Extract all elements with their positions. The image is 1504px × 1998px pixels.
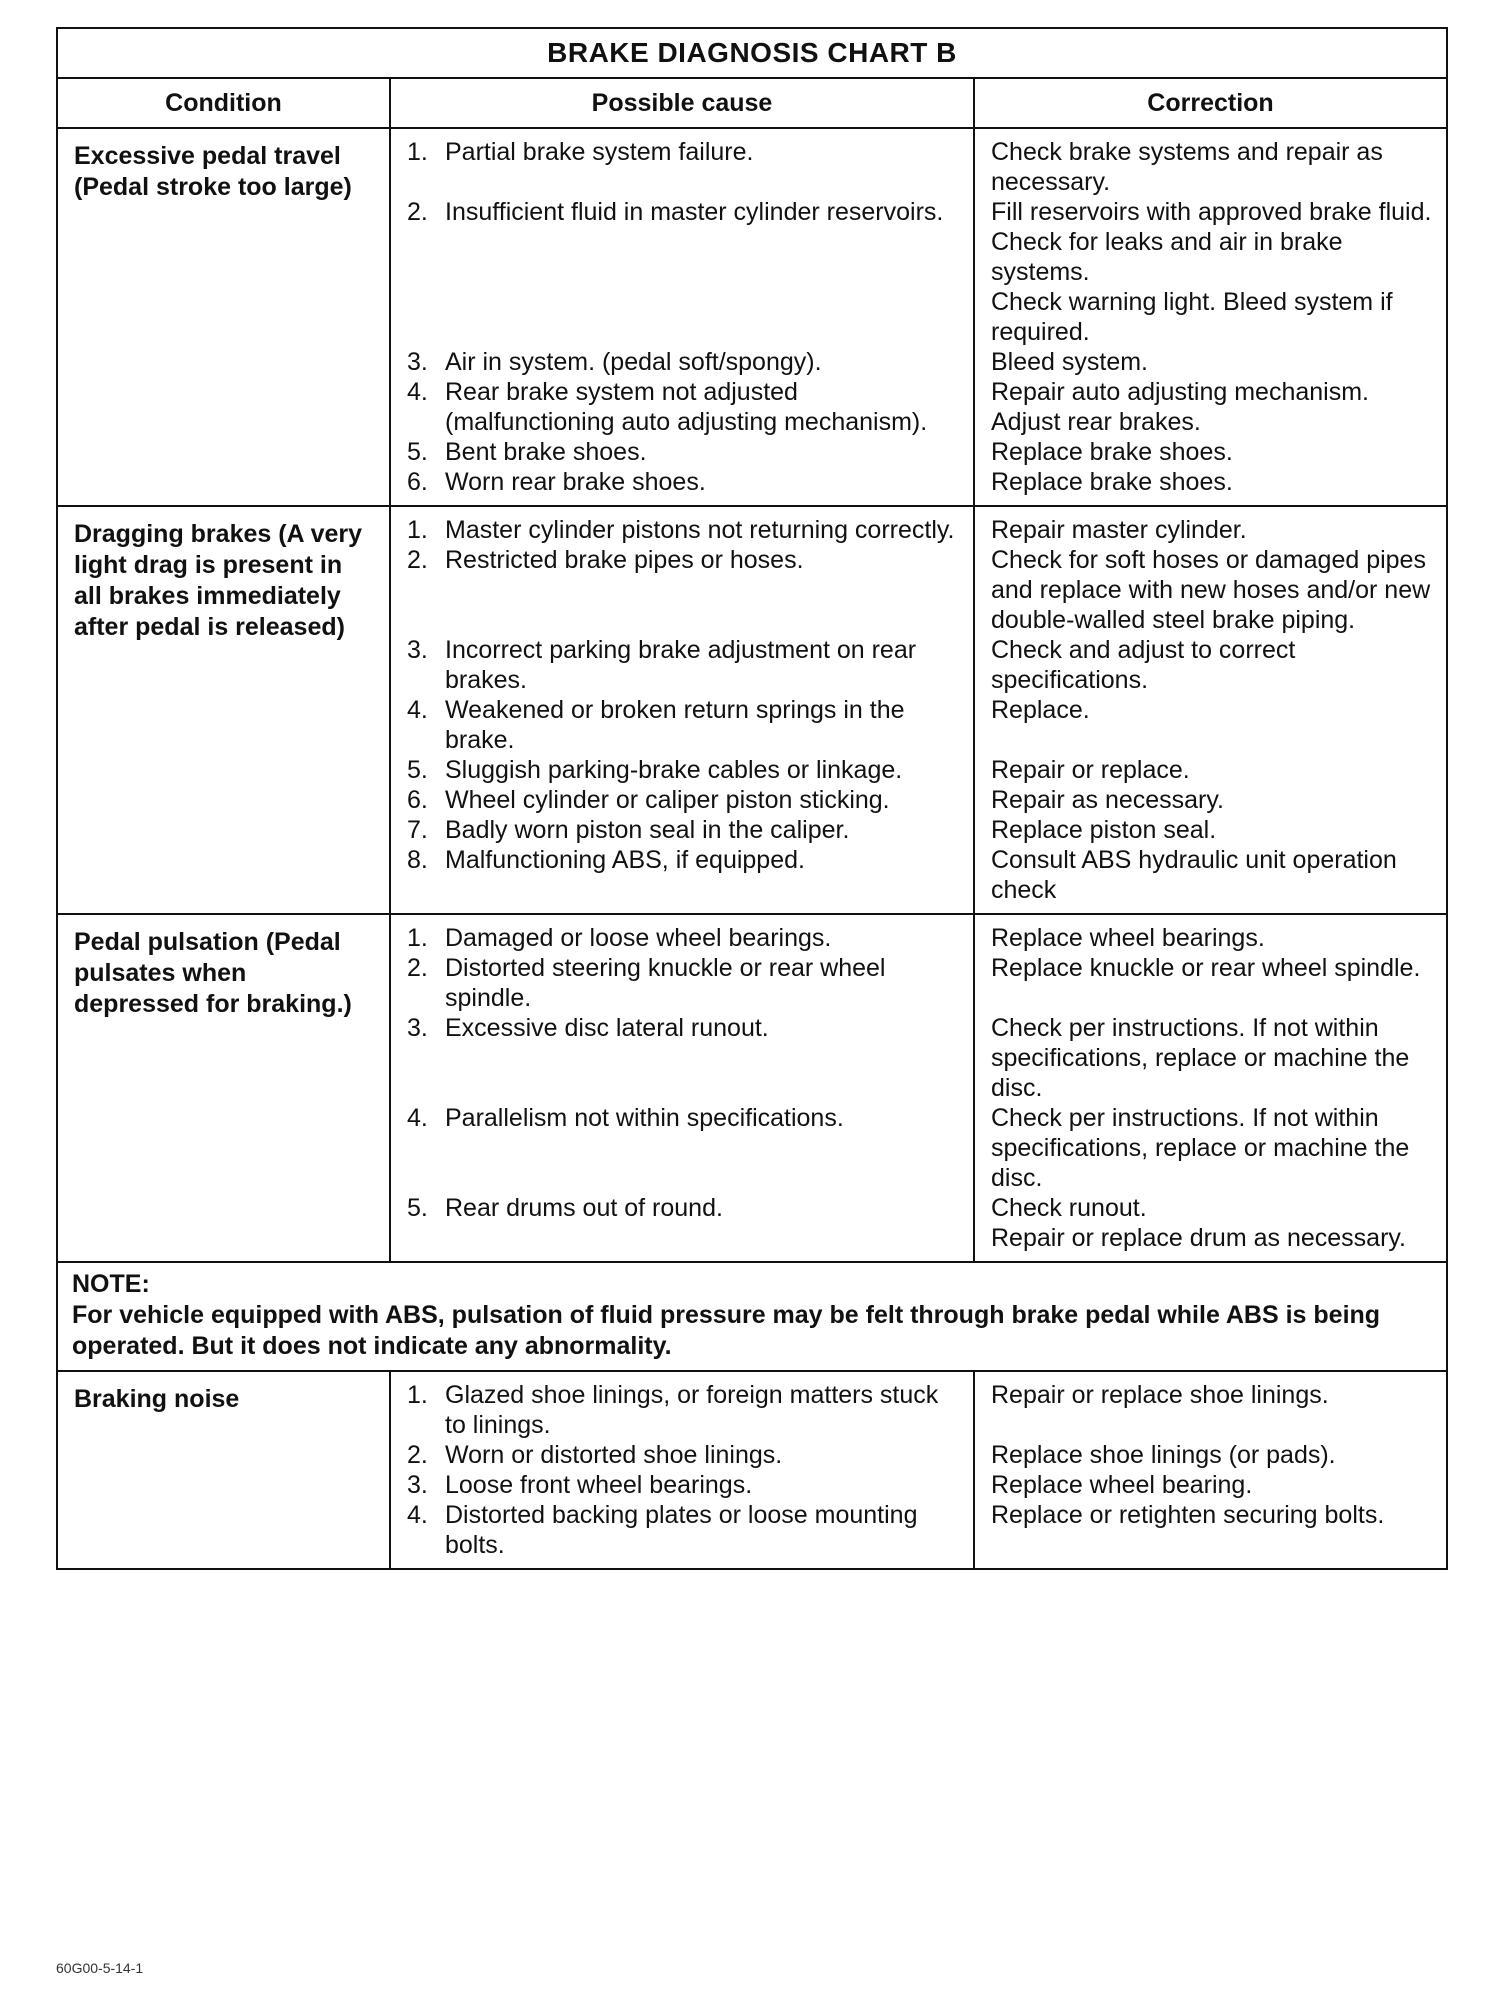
cause-item <box>407 755 959 785</box>
cause-item <box>407 845 959 905</box>
document-code: 60G00-5-14-1 <box>56 1960 144 1976</box>
condition-cell: Braking noise <box>74 1385 240 1413</box>
cause-number: 2. <box>407 1441 428 1469</box>
correction-cell <box>973 915 1446 1261</box>
correction-item <box>991 1193 1432 1253</box>
cause-text: Restricted brake pipes or hoses. <box>445 546 804 574</box>
column-header-row <box>58 79 1446 129</box>
condition-cell: Excessive pedal travel (Pedal stroke too large) <box>74 142 352 201</box>
cause-number: 2. <box>407 954 428 982</box>
correction-item <box>991 1380 1432 1440</box>
cause-item <box>407 377 959 437</box>
correction-item <box>991 197 1432 347</box>
cause-item <box>407 437 959 467</box>
cause-text: Distorted steering knuckle or rear wheel spindle. <box>445 954 886 1012</box>
cause-number: 1. <box>407 924 428 952</box>
correction-text: Replace shoe linings (or pads). <box>991 1441 1336 1469</box>
cause-item <box>407 1380 959 1440</box>
cause-text: Weakened or broken return springs in the brake. <box>445 696 905 754</box>
correction-item <box>991 377 1432 437</box>
cause-text: Excessive disc lateral runout. <box>445 1014 769 1042</box>
condition-group <box>58 1372 1446 1568</box>
correction-item <box>991 1500 1432 1560</box>
cause-item <box>407 1103 959 1193</box>
cause-item <box>407 815 959 845</box>
correction-text: Repair or replace. <box>991 756 1190 784</box>
correction-text: Check for soft hoses or damaged pipes and replace with new hoses and/or new double-walled steel brake piping. <box>991 546 1431 634</box>
cause-number: 4. <box>407 378 428 406</box>
correction-item <box>991 347 1432 377</box>
cause-number: 3. <box>407 636 428 664</box>
correction-text: Check and adjust to correct specifications. <box>991 636 1296 694</box>
cause-number: 1. <box>407 138 428 166</box>
cause-number: 5. <box>407 1194 428 1222</box>
brake-diagnosis-chart <box>56 27 1448 1570</box>
correction-cell <box>973 507 1446 913</box>
cause-text: Rear brake system not adjusted (malfunctioning auto adjusting mechanism). <box>445 378 928 436</box>
cause-item <box>407 1013 959 1103</box>
correction-text: Replace wheel bearings. <box>991 924 1265 952</box>
correction-item <box>991 515 1432 545</box>
correction-text: Repair or replace shoe linings. <box>991 1381 1329 1409</box>
cause-number: 5. <box>407 756 428 784</box>
correction-text: Replace wheel bearing. <box>991 1471 1253 1499</box>
correction-text: Replace brake shoes. <box>991 438 1233 466</box>
cause-item <box>407 635 959 695</box>
cause-number: 1. <box>407 516 428 544</box>
correction-text: Fill reservoirs with approved brake fluid. Check for leaks and air in brake systems. Check warning light. Bleed system if required. <box>991 198 1432 346</box>
cause-number: 1. <box>407 1381 428 1409</box>
correction-item <box>991 1103 1432 1193</box>
cause-text: Malfunctioning ABS, if equipped. <box>445 846 805 874</box>
cause-item <box>407 1440 959 1470</box>
cause-item <box>407 347 959 377</box>
cause-item <box>407 923 959 953</box>
cause-item <box>407 953 959 1013</box>
cause-text: Distorted backing plates or loose mounting bolts. <box>445 1501 918 1559</box>
correction-item <box>991 755 1432 785</box>
correction-text: Repair auto adjusting mechanism. Adjust rear brakes. <box>991 378 1369 436</box>
correction-cell <box>973 129 1446 505</box>
possible-cause-cell <box>389 129 973 505</box>
cause-item <box>407 545 959 635</box>
cause-text: Parallelism not within specifications. <box>445 1104 844 1132</box>
cause-number: 2. <box>407 546 428 574</box>
cause-number: 3. <box>407 1014 428 1042</box>
cause-item <box>407 695 959 755</box>
cause-number: 2. <box>407 198 428 226</box>
cause-text: Worn rear brake shoes. <box>445 468 706 496</box>
condition-cell: Pedal pulsation (Pedal pulsates when depressed for braking.) <box>74 928 352 1018</box>
cause-text: Wheel cylinder or caliper piston sticking. <box>445 786 890 814</box>
correction-item <box>991 545 1432 635</box>
correction-item <box>991 815 1432 845</box>
correction-text: Bleed system. <box>991 348 1149 376</box>
cause-number: 4. <box>407 696 428 724</box>
cause-text: Damaged or loose wheel bearings. <box>445 924 832 952</box>
correction-text: Check brake systems and repair as necessary. <box>991 138 1383 196</box>
correction-item <box>991 695 1432 755</box>
cause-text: Loose front wheel bearings. <box>445 1471 753 1499</box>
correction-text: Replace piston seal. <box>991 816 1217 844</box>
correction-text: Consult ABS hydraulic unit operation check <box>991 846 1397 904</box>
column-header-correction: Correction <box>973 79 1446 127</box>
possible-cause-cell <box>389 1372 973 1568</box>
correction-item <box>991 1440 1432 1470</box>
cause-number: 3. <box>407 1471 428 1499</box>
condition-cell: Dragging brakes (A very light drag is present in all brakes immediately after pedal is released) <box>74 520 363 641</box>
correction-text: Repair as necessary. <box>991 786 1224 814</box>
correction-item <box>991 467 1432 497</box>
possible-cause-cell <box>389 915 973 1261</box>
cause-item <box>407 1470 959 1500</box>
cause-number: 5. <box>407 438 428 466</box>
cause-number: 7. <box>407 816 428 844</box>
correction-item <box>991 845 1432 905</box>
correction-item <box>991 953 1432 1013</box>
cause-text: Master cylinder pistons not returning correctly. <box>445 516 955 544</box>
cause-number: 4. <box>407 1104 428 1132</box>
condition-group <box>58 915 1446 1263</box>
correction-text: Replace. <box>991 696 1090 724</box>
correction-item <box>991 785 1432 815</box>
cause-text: Worn or distorted shoe linings. <box>445 1441 783 1469</box>
cause-number: 4. <box>407 1501 428 1529</box>
possible-cause-cell <box>389 507 973 913</box>
cause-item <box>407 1193 959 1253</box>
column-header-possible-cause: Possible cause <box>389 79 973 127</box>
cause-number: 6. <box>407 786 428 814</box>
correction-item <box>991 923 1432 953</box>
correction-text: Check per instructions. If not within specifications, replace or machine the disc. <box>991 1014 1410 1102</box>
cause-number: 3. <box>407 348 428 376</box>
correction-item <box>991 1013 1432 1103</box>
cause-item <box>407 197 959 347</box>
correction-item <box>991 437 1432 467</box>
cause-text: Bent brake shoes. <box>445 438 647 466</box>
column-header-condition: Condition <box>165 89 282 117</box>
cause-item <box>407 515 959 545</box>
note-text: For vehicle equipped with ABS, pulsation of fluid pressure may be felt through brake pedal while ABS is being operated. But it does not indicate any abnormality. <box>72 1301 1381 1360</box>
correction-text: Replace or retighten securing bolts. <box>991 1501 1385 1529</box>
note-label: NOTE: <box>72 1270 150 1298</box>
correction-text: Check runout. Repair or replace drum as necessary. <box>991 1194 1406 1252</box>
cause-text: Insufficient fluid in master cylinder reservoirs. <box>445 198 944 226</box>
cause-text: Partial brake system failure. <box>445 138 754 166</box>
cause-number: 8. <box>407 846 428 874</box>
correction-item <box>991 137 1432 197</box>
cause-text: Glazed shoe linings, or foreign matters stuck to linings. <box>445 1381 939 1439</box>
correction-item <box>991 1470 1432 1500</box>
condition-group <box>58 507 1446 915</box>
correction-text: Check per instructions. If not within specifications, replace or machine the disc. <box>991 1104 1410 1192</box>
chart-title: BRAKE DIAGNOSIS CHART B <box>58 29 1446 79</box>
cause-item <box>407 1500 959 1560</box>
chart-body <box>58 129 1446 1568</box>
cause-item <box>407 785 959 815</box>
cause-item <box>407 467 959 497</box>
correction-cell <box>973 1372 1446 1568</box>
cause-text: Incorrect parking brake adjustment on rear brakes. <box>445 636 917 694</box>
correction-item <box>991 635 1432 695</box>
cause-text: Badly worn piston seal in the caliper. <box>445 816 850 844</box>
cause-text: Sluggish parking-brake cables or linkage. <box>445 756 903 784</box>
cause-text: Rear drums out of round. <box>445 1194 723 1222</box>
cause-number: 6. <box>407 468 428 496</box>
cause-text: Air in system. (pedal soft/spongy). <box>445 348 822 376</box>
correction-text: Repair master cylinder. <box>991 516 1247 544</box>
cause-item <box>407 137 959 197</box>
condition-group <box>58 129 1446 507</box>
correction-text: Replace knuckle or rear wheel spindle. <box>991 954 1421 982</box>
note-block <box>58 1263 1446 1372</box>
correction-text: Replace brake shoes. <box>991 468 1233 496</box>
